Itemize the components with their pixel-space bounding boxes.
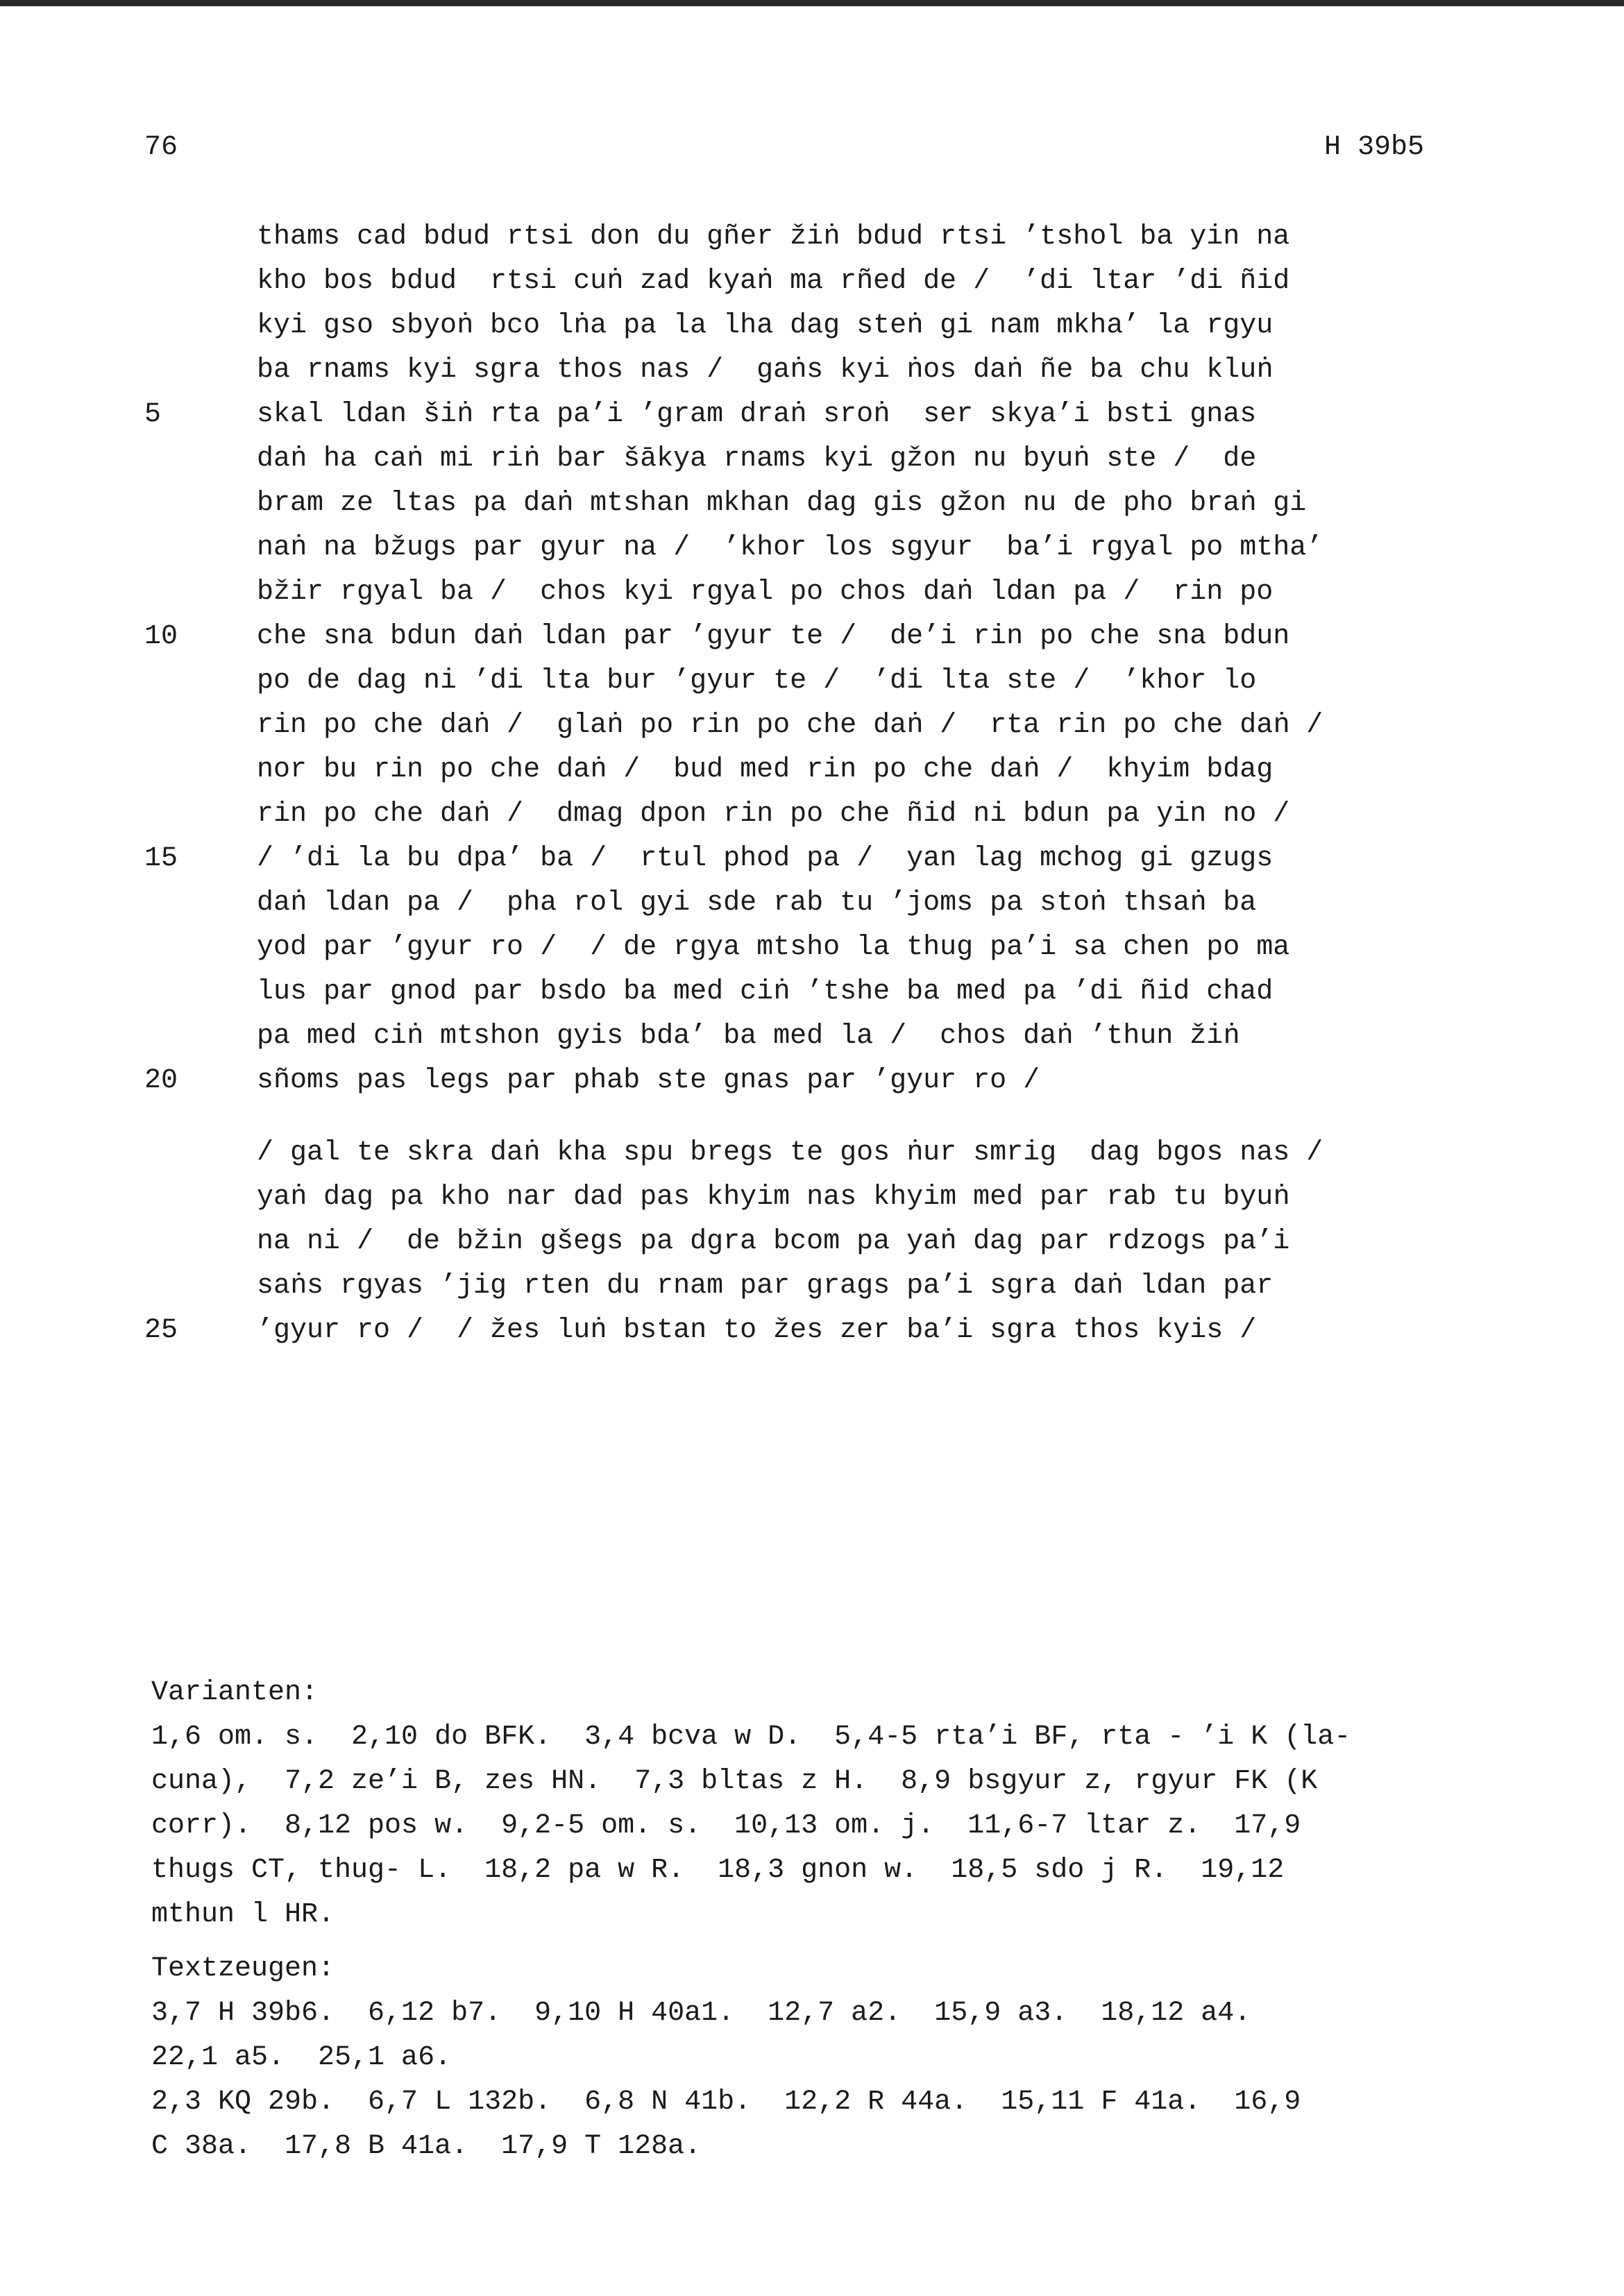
text-line	[144, 1309, 1575, 1353]
line-text: saṅs rgyas ’jig rten du rnam par grags pa’i sgra daṅ ldan par	[257, 1270, 1274, 1302]
line-number: 15	[144, 843, 178, 874]
textzeugen-line: C 38a. 17,8 B 41a. 17,9 T 128a.	[151, 2131, 702, 2162]
text-line	[257, 970, 1575, 1014]
textzeugen-line: 22,1 a5. 25,1 a6.	[151, 2042, 452, 2073]
text-line	[257, 526, 1575, 570]
text-line	[257, 304, 1575, 348]
textzeugen-list	[151, 1991, 1484, 2169]
line-text: naṅ na bžugs par gyur na / ’khor los sgyur ba’i rgyal po mtha’	[257, 532, 1323, 563]
line-text: daṅ ha caṅ mi riṅ bar šākya rnams kyi gžon nu byuṅ ste / de	[257, 443, 1257, 475]
line-text: bram ze ltas pa daṅ mtshan mkhan dag gis gžon nu de pho braṅ gi	[257, 488, 1307, 519]
varianten-line: cuna), 7,2 ze’i B, zes HN. 7,3 bltas z H. 8,9 bsgyur z, rgyur FK (K	[151, 1766, 1318, 1797]
line-text: daṅ ldan pa / pha rol gyi sde rab tu ’joms pa stoṅ thsaṅ ba	[257, 887, 1257, 919]
varianten-heading: Varianten:	[151, 1677, 319, 1708]
line-number: 10	[144, 621, 178, 652]
line-text: ’gyur ro / / žes luṅ bstan to žes zer ba’i sgra thos kyis /	[257, 1315, 1257, 1346]
text-line	[144, 1059, 1575, 1103]
line-text: lus par gnod par bsdo ba med ciṅ ’tshe ba med pa ’di ñid chad	[257, 976, 1274, 1007]
main-text-paragraph-2	[144, 1131, 1575, 1353]
text-line	[257, 792, 1575, 837]
text-line	[257, 215, 1575, 260]
line-text: yaṅ dag pa kho nar dad pas khyim nas khyim med par rab tu byuṅ	[257, 1182, 1290, 1213]
text-line	[257, 570, 1575, 615]
text-line	[257, 482, 1575, 526]
varianten-list	[151, 1715, 1484, 1937]
line-text: thams cad bdud rtsi don du gñer žiṅ bdud rtsi ’tshol ba yin na	[257, 221, 1290, 253]
text-line	[257, 1175, 1575, 1220]
text-line	[144, 393, 1575, 437]
line-number: 5	[144, 399, 162, 430]
line-text: / ’di la bu dpa’ ba / rtul phod pa / yan lag mchog gi gzugs	[257, 843, 1274, 874]
line-text: yod par ’gyur ro / / de rgya mtsho la thug pa’i sa chen po ma	[257, 932, 1290, 963]
scan-top-edge	[0, 0, 1624, 6]
line-text: / gal te skra daṅ kha spu bregs te gos ṅur smrig dag bgos nas /	[257, 1137, 1323, 1168]
varianten-line: thugs CT, thug- L. 18,2 pa w R. 18,3 gnon w. 18,5 sdo j R. 19,12	[151, 1855, 1285, 1886]
textzeugen-heading: Textzeugen:	[151, 1953, 335, 1984]
text-line	[257, 1264, 1575, 1309]
varianten-line: mthun l HR.	[151, 1899, 335, 1930]
line-text: na ni / de bžin gšegs pa dgra bcom pa yaṅ dag par rdzogs pa’i	[257, 1226, 1290, 1257]
page-number: 76	[144, 132, 178, 163]
text-line	[144, 615, 1575, 659]
critical-apparatus	[151, 1671, 1484, 2169]
line-text: kyi gso sbyoṅ bco lṅa pa la lha dag steṅ gi nam mkha’ la rgyu	[257, 310, 1274, 341]
line-text: ba rnams kyi sgra thos nas / gaṅs kyi ṅos daṅ ñe ba chu kluṅ	[257, 355, 1274, 386]
line-text: kho bos bdud rtsi cuṅ zad kyaṅ ma rñed de / ’di ltar ’di ñid	[257, 266, 1290, 297]
text-line	[257, 260, 1575, 304]
text-line	[257, 1014, 1575, 1059]
textzeugen-line: 2,3 KQ 29b. 6,7 L 132b. 6,8 N 41b. 12,2 R 44a. 15,11 F 41a. 16,9	[151, 2086, 1301, 2118]
line-number: 20	[144, 1065, 178, 1096]
varianten-line: 1,6 om. s. 2,10 do BFK. 3,4 bcva w D. 5,4-5 rta’i BF, rta - ’i K (la-	[151, 1721, 1351, 1753]
varianten-line: corr). 8,12 pos w. 9,2-5 om. s. 10,13 om. j. 11,6-7 ltar z. 17,9	[151, 1810, 1301, 1842]
main-text-paragraph-1	[144, 215, 1575, 1103]
line-text: rin po che daṅ / dmag dpon rin po che ñid ni bdun pa yin no /	[257, 799, 1290, 830]
text-line	[257, 348, 1575, 393]
text-line	[257, 926, 1575, 970]
text-line	[257, 1220, 1575, 1264]
text-line	[144, 837, 1575, 881]
line-text: bžir rgyal ba / chos kyi rgyal po chos daṅ ldan pa / rin po	[257, 577, 1274, 608]
folio-reference: H 39b5	[1324, 132, 1425, 163]
line-text: po de dag ni ’di lta bur ’gyur te / ’di lta ste / ’khor lo	[257, 665, 1257, 697]
line-text: skal ldan šiṅ rta pa’i ’gram draṅ sroṅ ser skya’i bsti gnas	[257, 399, 1257, 430]
line-text: nor bu rin po che daṅ / bud med rin po che daṅ / khyim bdag	[257, 754, 1274, 785]
text-line	[257, 437, 1575, 482]
text-line	[257, 881, 1575, 926]
line-text: che sna bdun daṅ ldan par ’gyur te / de’i rin po che sna bdun	[257, 621, 1290, 652]
text-line	[257, 704, 1575, 748]
text-line	[257, 1131, 1575, 1175]
line-text: sñoms pas legs par phab ste gnas par ’gyur ro /	[257, 1065, 1040, 1096]
line-text: rin po che daṅ / glaṅ po rin po che daṅ / rta rin po che daṅ /	[257, 710, 1323, 741]
text-line	[257, 748, 1575, 792]
line-text: pa med ciṅ mtshon gyis bda’ ba med la / chos daṅ ’thun žiṅ	[257, 1021, 1240, 1052]
line-number: 25	[144, 1315, 178, 1346]
textzeugen-line: 3,7 H 39b6. 6,12 b7. 9,10 H 40a1. 12,7 a2. 15,9 a3. 18,12 a4.	[151, 1998, 1251, 2029]
text-line	[257, 659, 1575, 704]
